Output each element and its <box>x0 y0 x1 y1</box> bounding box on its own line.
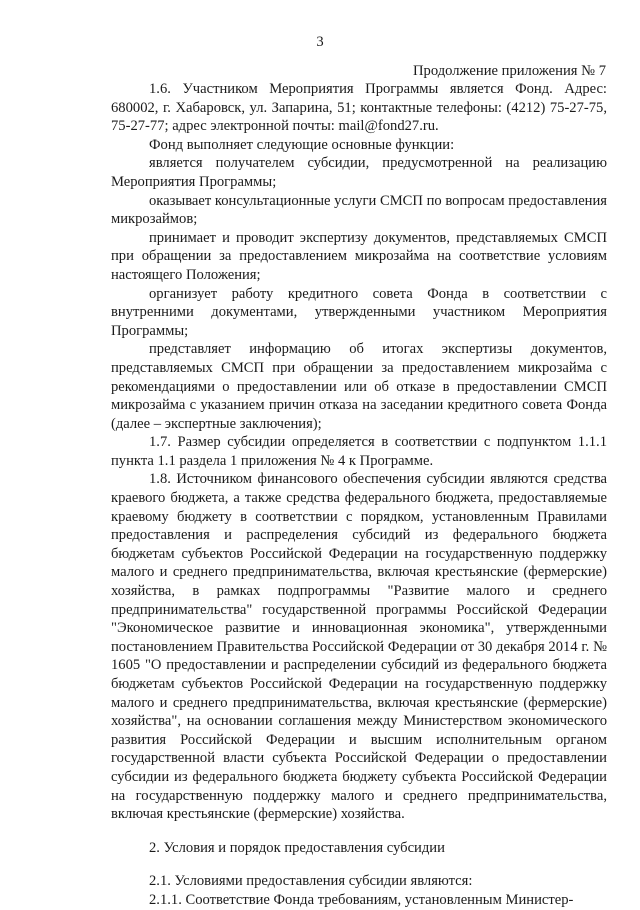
paragraph-functions-intro: Фонд выполняет следующие основные функции: <box>149 136 455 153</box>
paragraph-2-1-1: 2.1.1. Соответствие Фонда требованиям, установленным Министер- <box>149 891 574 908</box>
paragraph-2-1: 2.1. Условиями предоставления субсидии являются: <box>149 873 473 890</box>
paragraph-1-6: 1.6. Участником Мероприятия Программы является Фонд. Адрес: 680002, г. Хабаровск, ул. Запарина, 51; контактные телефоны: (4212) 75-27-75, 75-27-77; адрес электронной почты: mail@fond27.ru. <box>111 81 607 135</box>
paragraph-function-consulting: оказывает консультационные услуги СМСП по вопросам предоставления микрозаймов; <box>111 192 608 228</box>
paragraph-function-credit-council: организует работу кредитного совета Фонда в соответствии с внутренними документами, утвержденными участником Мероприятия Программы; <box>111 285 607 339</box>
paragraph-1-8: 1.8. Источником финансового обеспечения субсидии являются средства краевого бюджета, а также средства федерального бюджета, предоставляемые краевому бюджету в соответствии с порядком, установленным Правилами предоставления и распределения субсидий из федерального бюджета бюджетам субъектов Российской Федерации на государственную поддержку малого и среднего предпринимательства, включая крестьянские (фермерские) хозяйства, в рамках подпрограммы "Развитие малого и среднего предпринимательства" государственной программы Российской Федерации "Экономическое развитие и инновационная экономика", утвержденными постановлением Правительства Российской Федерации от 30 декабря 2014 г. № 1605 "О предоставлении и распределении субсидий из федерального бюджета бюджетам субъектов Российской Федерации на государственную поддержку малого и среднего предпринимательства, включая крестьянские (фермерские) хозяйства", на основании соглашения между Министерством экономического развития Российской Федерации и высшим исполнительным органом государственной власти субъекта Российской Федерации о предоставлении субсидии из федерального бюджета бюджету субъекта Российской Федерации на государственную поддержку малого и среднего предпринимательства, включая крестьянские (фермерские) хозяйства. <box>111 471 607 823</box>
paragraph-1-7: 1.7. Размер субсидии определяется в соответствии с подпунктом 1.1.1 пункта 1.1 раздела 1 приложения № 4 к Программе. <box>111 434 607 469</box>
paragraph-function-reports: представляет информацию об итогах экспертизы документов, представляемых СМСП при обращении за предоставлением микрозайма с рекомендациями о предоставлении или об отказе в предоставлении СМСП микрозайма с указанием причин отказа на заседании кредитного совета Фонда (далее – экспертные заключения); <box>111 341 607 432</box>
document-body <box>111 80 607 910</box>
paragraph-function-subsidy: является получателем субсидии, предусмотренной на реализацию Мероприятия Программы; <box>111 155 607 190</box>
page-number: 3 <box>316 34 324 50</box>
section-2-heading: 2. Условия и порядок предоставления субсидии <box>149 839 445 856</box>
appendix-continuation-label: Продолжение приложения № 7 <box>413 63 606 79</box>
paragraph-function-expertise: принимает и проводит экспертизу документов, представляемых СМСП при обращении за предоставлением микрозайма на соответствие условиям настоящего Положения; <box>111 229 607 283</box>
